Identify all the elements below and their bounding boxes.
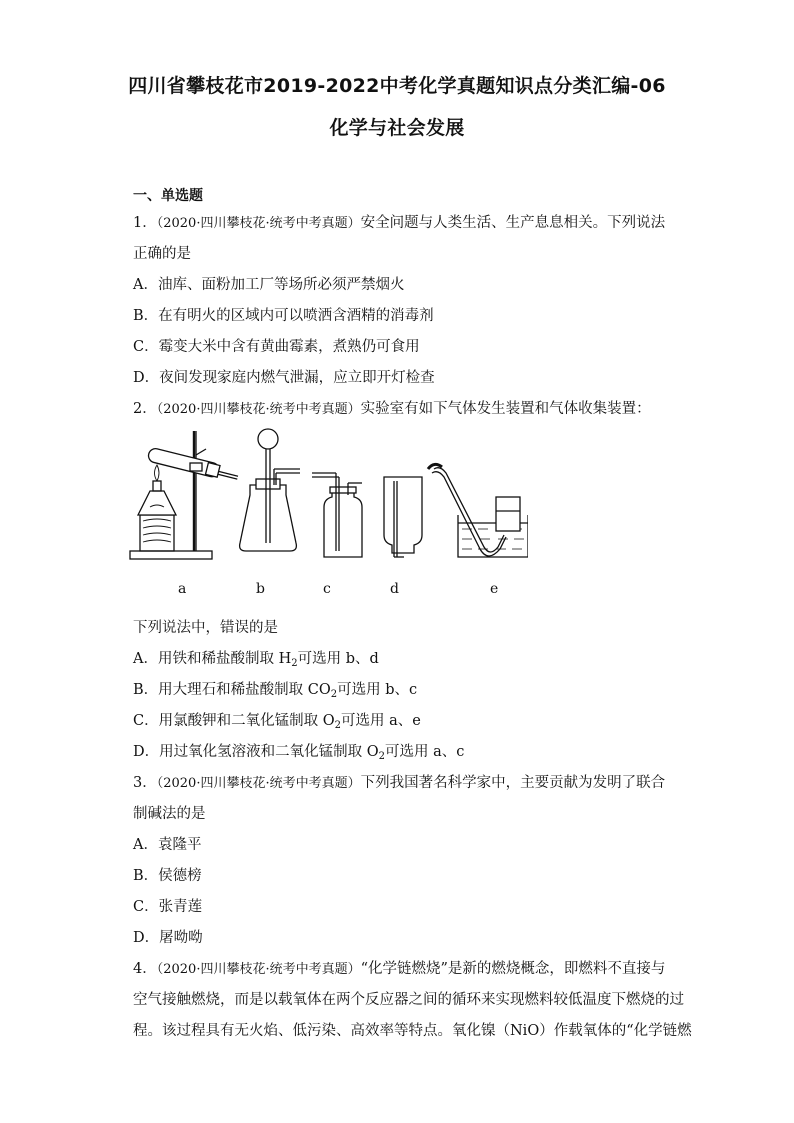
q4-stem-b: 空气接触燃烧，而是以载氧体在两个反应器之间的循环来实现燃料较低温度下燃烧的过 (133, 992, 684, 1008)
q3-option-b: B．侯德榜 (133, 868, 202, 884)
q3-source: （2020·四川攀枝花·统考中考真题） (156, 776, 361, 791)
figure-label-d: d (390, 581, 399, 597)
q4-stem-c: 程。该过程具有无火焰、低污染、高效率等特点。氧化镍（NiO）作载氧体的“化学链燃 (133, 1023, 692, 1039)
q3-number: 3． (133, 775, 157, 791)
figure-label-c: c (323, 581, 331, 597)
q2-option-d: D．用过氧化氢溶液和二氧化锰制取 $O_2$可选用 a、c (133, 744, 465, 762)
q4-stem (133, 959, 665, 980)
q2-option-c: C．用氯酸钾和二氧化锰制取 $O_2$可选用 a、e (133, 713, 421, 731)
apparatus-c-gas-bottle (312, 473, 362, 557)
figure-label-a: a (178, 581, 187, 597)
q1-stem-a: 安全问题与人类生活、生产息息相关。下列说法 (360, 215, 666, 231)
figure-label-e: e (490, 581, 499, 597)
q1-number: 1． (133, 215, 157, 231)
document-title-line1: 四川省攀枝花市2019-2022中考化学真题知识点分类汇编-06 (128, 75, 666, 97)
q1-stem-b: 正确的是 (133, 246, 191, 262)
apparatus-d-inverted-bottle (384, 477, 422, 557)
q2-stem-text: 实验室有如下气体发生装置和气体收集装置： (360, 401, 651, 417)
q3-stem (133, 773, 665, 794)
q1-option-b: B．在有明火的区域内可以喷洒含酒精的消毒剂 (133, 308, 434, 324)
figure-label-b: b (256, 581, 265, 597)
apparatus-b-conical-flask (240, 429, 300, 551)
q3-option-a: A．袁隆平 (133, 837, 202, 853)
q4-number: 4． (133, 961, 157, 977)
apparatus-a-heating-setup (130, 431, 240, 559)
q2-source: （2020·四川攀枝花·统考中考真题） (156, 402, 361, 417)
q3-stem-b: 制碱法的是 (133, 806, 206, 822)
q3-option-d: D．屠呦呦 (133, 930, 203, 946)
apparatus-e-water-trough (428, 464, 528, 557)
section-heading: 一、单选题 (133, 188, 203, 204)
q2-prompt: 下列说法中，错误的是 (133, 620, 278, 636)
q2-number: 2． (133, 401, 157, 417)
q2-stem (133, 399, 651, 420)
q1-option-a: A．油库、面粉加工厂等场所必须严禁烟火 (133, 277, 405, 293)
document-title-line2: 化学与社会发展 (329, 117, 465, 139)
q4-source: （2020·四川攀枝花·统考中考真题） (156, 962, 361, 977)
q1-stem (133, 213, 665, 234)
gas-apparatus-figure (128, 425, 528, 605)
q2-option-b: B．用大理石和稀盐酸制取 $CO_2$可选用 b、c (133, 682, 418, 700)
q1-source: （2020·四川攀枝花·统考中考真题） (156, 216, 361, 231)
q3-stem-a: 下列我国著名科学家中，主要贡献为发明了联合 (360, 775, 666, 791)
q3-option-c: C．张青莲 (133, 899, 203, 915)
q4-stem-a: “化学链燃烧”是新的燃烧概念，即燃料不直接与 (360, 961, 666, 977)
q1-option-c: C．霉变大米中含有黄曲霉素，煮熟仍可食用 (133, 339, 420, 355)
q1-option-d: D．夜间发现家庭内燃气泄漏，应立即开灯检查 (133, 370, 435, 386)
q2-option-a: A．用铁和稀盐酸制取 $H_2$可选用 b、d (133, 651, 379, 669)
